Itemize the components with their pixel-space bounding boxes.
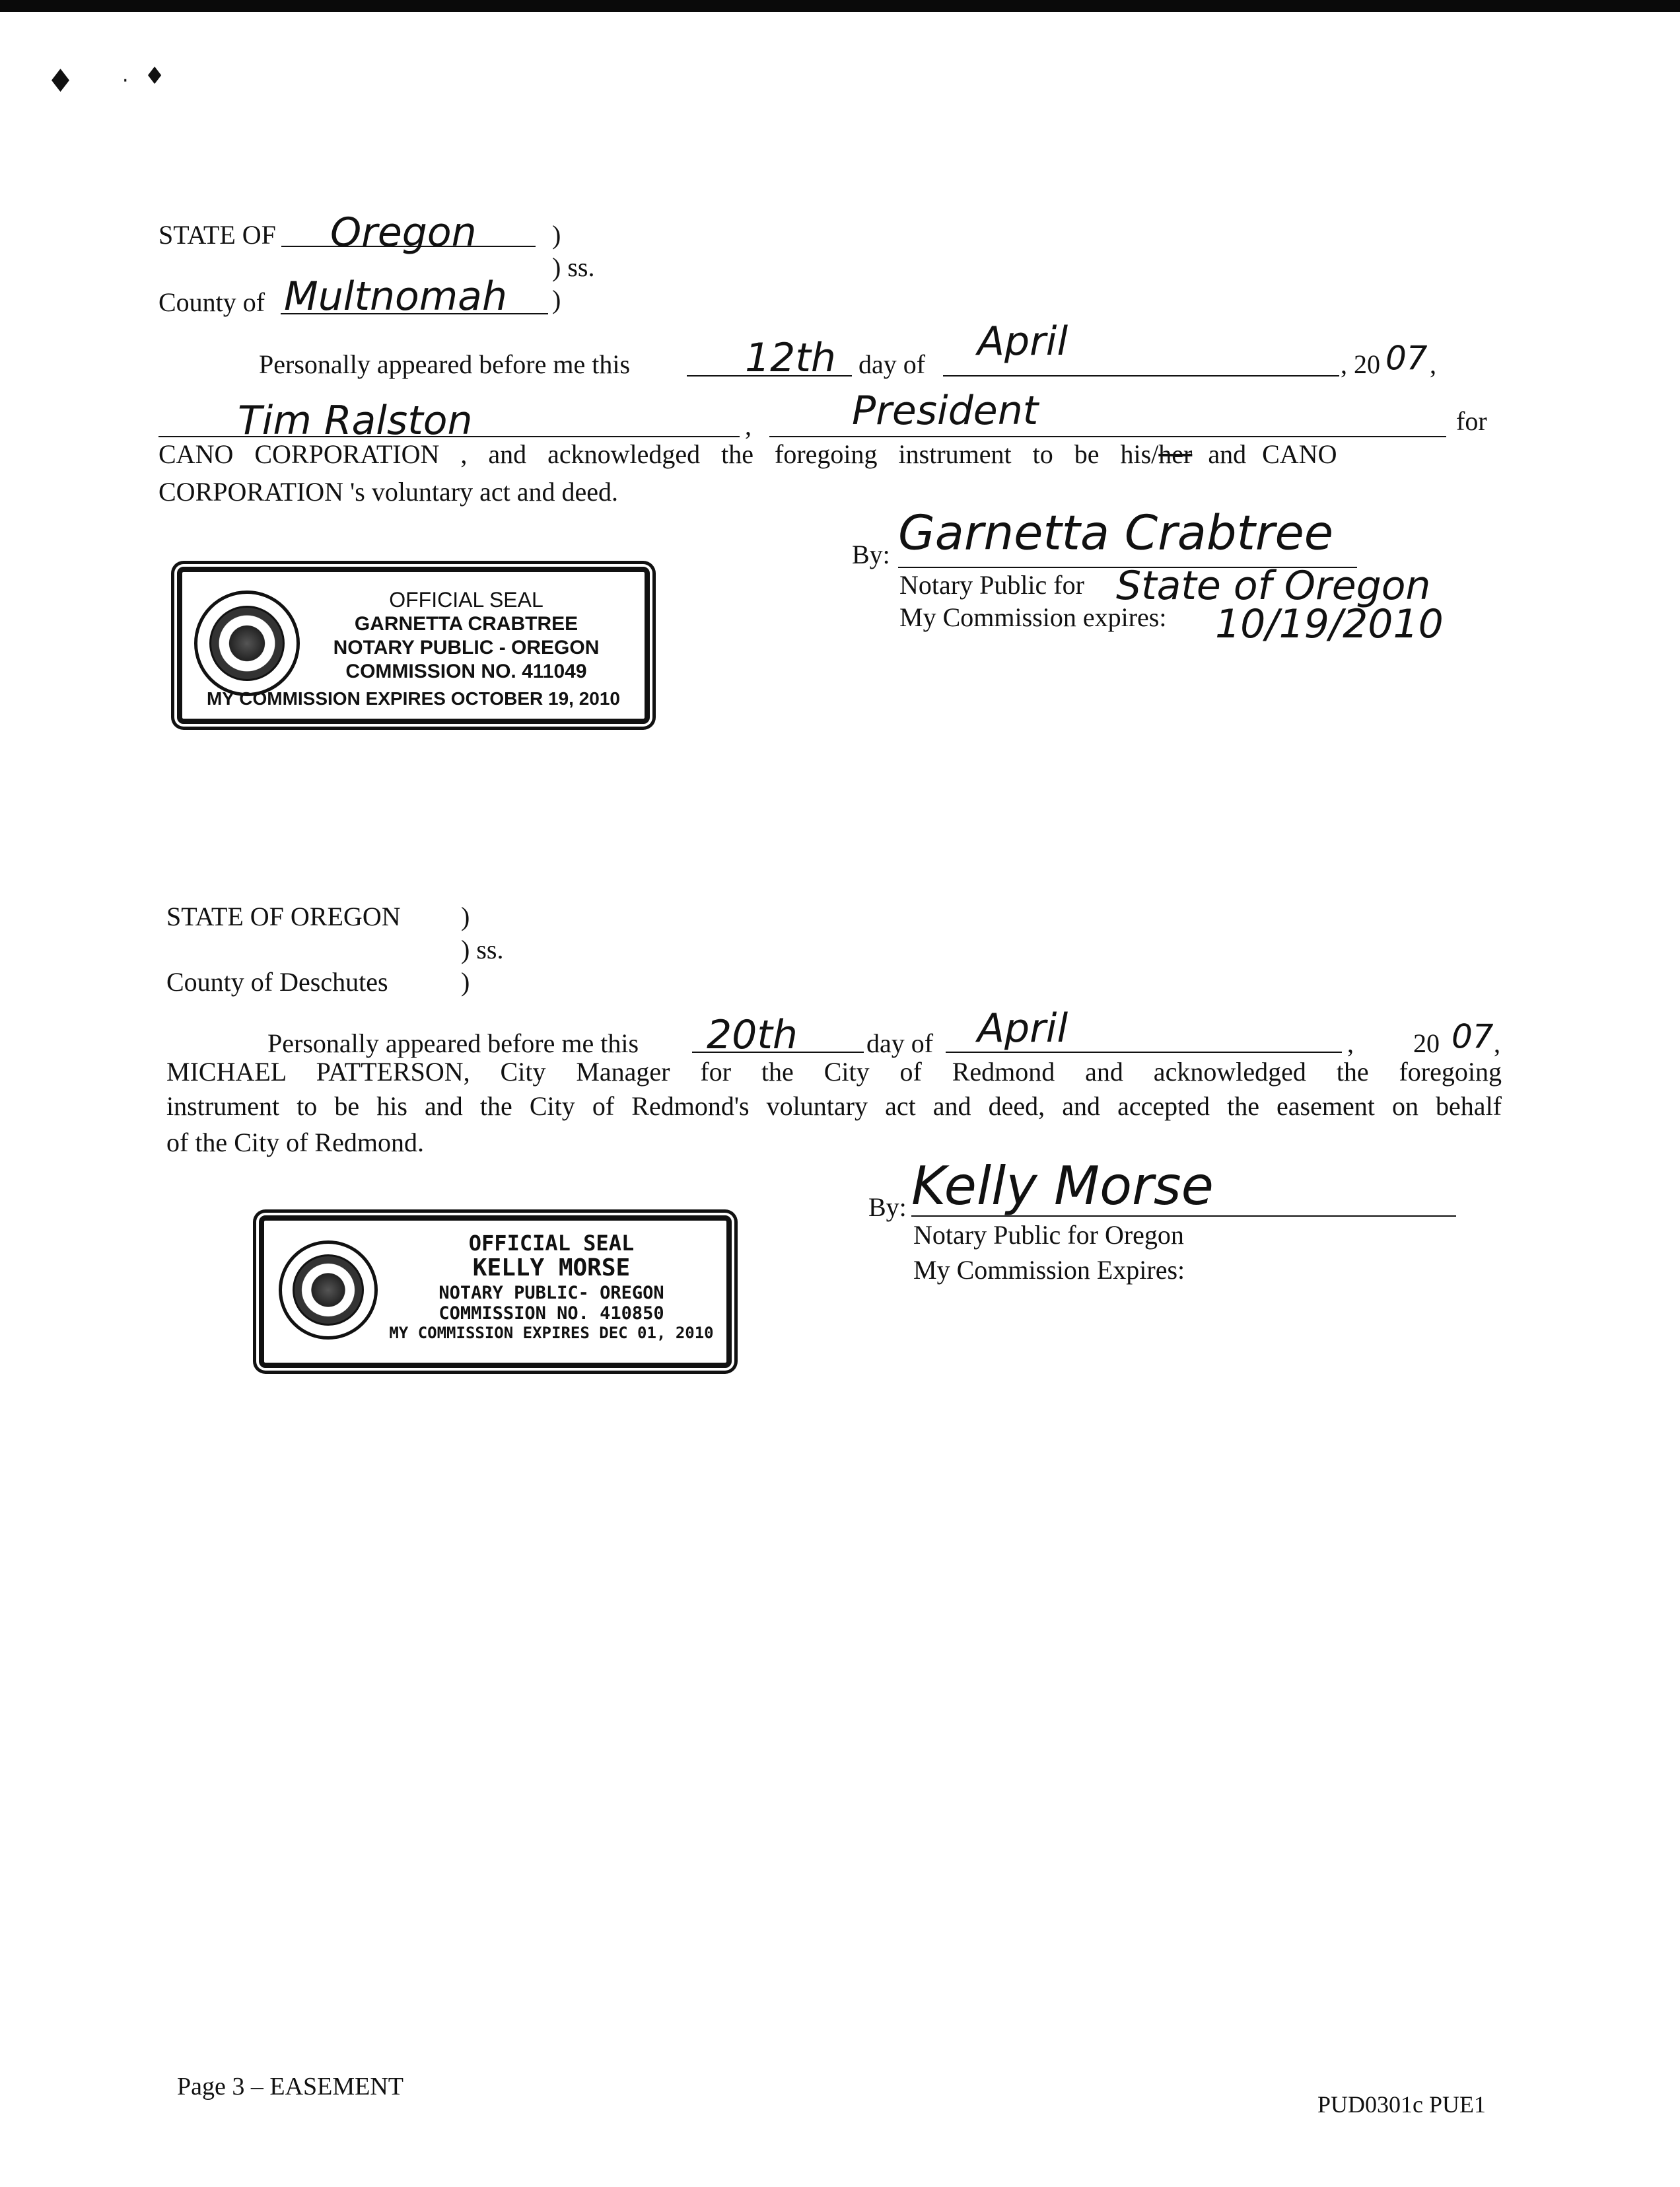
- document-code: PUD0301c PUE1: [1317, 2091, 1487, 2118]
- seal-title: OFFICIAL SEAL: [468, 1231, 635, 1256]
- seal-title: OFFICIAL SEAL: [389, 588, 543, 612]
- ack-line-4: of the City of Redmond.: [166, 1128, 424, 1157]
- paren: ): [552, 220, 561, 250]
- ack-text-end: and CANO: [1192, 439, 1337, 469]
- county-label: County of: [158, 287, 265, 317]
- day-underline: [692, 1052, 864, 1053]
- day-of-label: day of: [858, 349, 926, 379]
- seal-expiry: MY COMMISSION EXPIRES OCTOBER 19, 2010: [206, 688, 621, 709]
- appeared-prefix: Personally appeared before me this: [267, 1028, 639, 1058]
- ack-text: CANO CORPORATION , and acknowledged the foregoing instrument to be his/: [158, 439, 1159, 469]
- by-label: By:: [852, 540, 890, 569]
- notary-signature: Garnetta Crabtree: [898, 505, 1334, 561]
- state-underline: [281, 246, 536, 247]
- scan-speck-mark: ·: [122, 69, 129, 92]
- comma: ,: [745, 411, 752, 441]
- paren: ): [461, 967, 470, 997]
- seal-commission-no: COMMISSION NO. 410850: [438, 1303, 664, 1324]
- appeared-prefix: Personally appeared before me this: [259, 349, 631, 379]
- name-underline: [158, 436, 740, 437]
- state-seal-icon: [293, 1254, 364, 1326]
- paren: ): [552, 285, 561, 314]
- seal-notary-public: NOTARY PUBLIC - OREGON: [333, 637, 600, 659]
- notary-for-value: State of Oregon: [1116, 563, 1431, 609]
- seal-expiry: MY COMMISSION EXPIRES DEC 01, 2010: [389, 1324, 714, 1342]
- paren: ): [461, 902, 470, 931]
- notary-signature: Kelly Morse: [911, 1155, 1214, 1217]
- ack-line-3: CORPORATION 's voluntary act and deed.: [158, 477, 618, 507]
- year-value: 07: [1452, 1017, 1494, 1056]
- state-seal-icon: [209, 606, 285, 681]
- state-label: STATE OF: [158, 220, 276, 250]
- county-label: County of Deschutes: [166, 967, 388, 997]
- ack-line-2: [158, 441, 1492, 468]
- seal-notary-name: GARNETTA CRABTREE: [354, 613, 578, 635]
- year-value: 07: [1385, 339, 1428, 378]
- day-underline: [687, 375, 852, 376]
- notary-public-label: Notary Public for Oregon: [913, 1220, 1184, 1250]
- year-comma: ,: [1347, 1028, 1354, 1058]
- signature-underline: [911, 1215, 1456, 1217]
- year-prefix: 20: [1413, 1028, 1440, 1058]
- ack-line-2: MICHAEL PATTERSON, City Manager for the City of Redmond and acknowledged the foregoing: [166, 1057, 1502, 1087]
- page-footer-label: Page 3 – EASEMENT: [177, 2073, 404, 2100]
- month-value: April: [977, 318, 1068, 365]
- by-label: By:: [868, 1192, 907, 1222]
- seal-notary-name: KELLY MORSE: [472, 1254, 631, 1281]
- title-underline: [769, 436, 1446, 437]
- seal-notary-public: NOTARY PUBLIC- OREGON: [438, 1283, 664, 1303]
- month-value: April: [977, 1005, 1068, 1052]
- struck-text: her: [1158, 439, 1193, 469]
- county-value: Multnomah: [284, 273, 507, 320]
- ack-line-3: instrument to be his and the City of Redmond's voluntary act and deed, and accepted the easement on behalf: [166, 1091, 1502, 1121]
- seal-commission-no: COMMISSION NO. 411049: [345, 661, 587, 682]
- state-value: Oregon: [330, 209, 477, 256]
- official-seal-stamp: [259, 1215, 732, 1368]
- month-underline: [943, 375, 1339, 376]
- state-label: STATE OF OREGON: [166, 902, 401, 931]
- year-suffix: ,: [1494, 1028, 1500, 1058]
- scan-speck-mark: ♦: [46, 63, 75, 100]
- day-value: 20th: [707, 1012, 798, 1058]
- ss-label: ) ss.: [552, 252, 595, 282]
- month-underline: [946, 1052, 1342, 1053]
- day-value: 12th: [745, 335, 836, 381]
- commission-label: My Commission Expires:: [913, 1255, 1185, 1285]
- for-label: for: [1456, 406, 1487, 436]
- county-underline: [281, 313, 548, 314]
- commission-label: My Commission expires:: [899, 602, 1167, 632]
- day-of-label: day of: [866, 1028, 934, 1058]
- commission-value: 10/19/2010: [1215, 601, 1444, 647]
- year-prefix: , 20: [1341, 349, 1380, 379]
- signer-name: Tim Ralston: [238, 398, 473, 444]
- notary-public-label: Notary Public for: [899, 570, 1084, 600]
- year-suffix: ,: [1430, 349, 1436, 379]
- official-seal-stamp: [177, 567, 650, 724]
- state-seal-emblem: [194, 591, 300, 696]
- signer-title: President: [852, 388, 1039, 434]
- scan-top-edge: [0, 0, 1680, 12]
- scan-speck-mark: ♦: [144, 63, 166, 90]
- ss-label: ) ss.: [461, 935, 504, 964]
- state-seal-emblem: [279, 1240, 378, 1340]
